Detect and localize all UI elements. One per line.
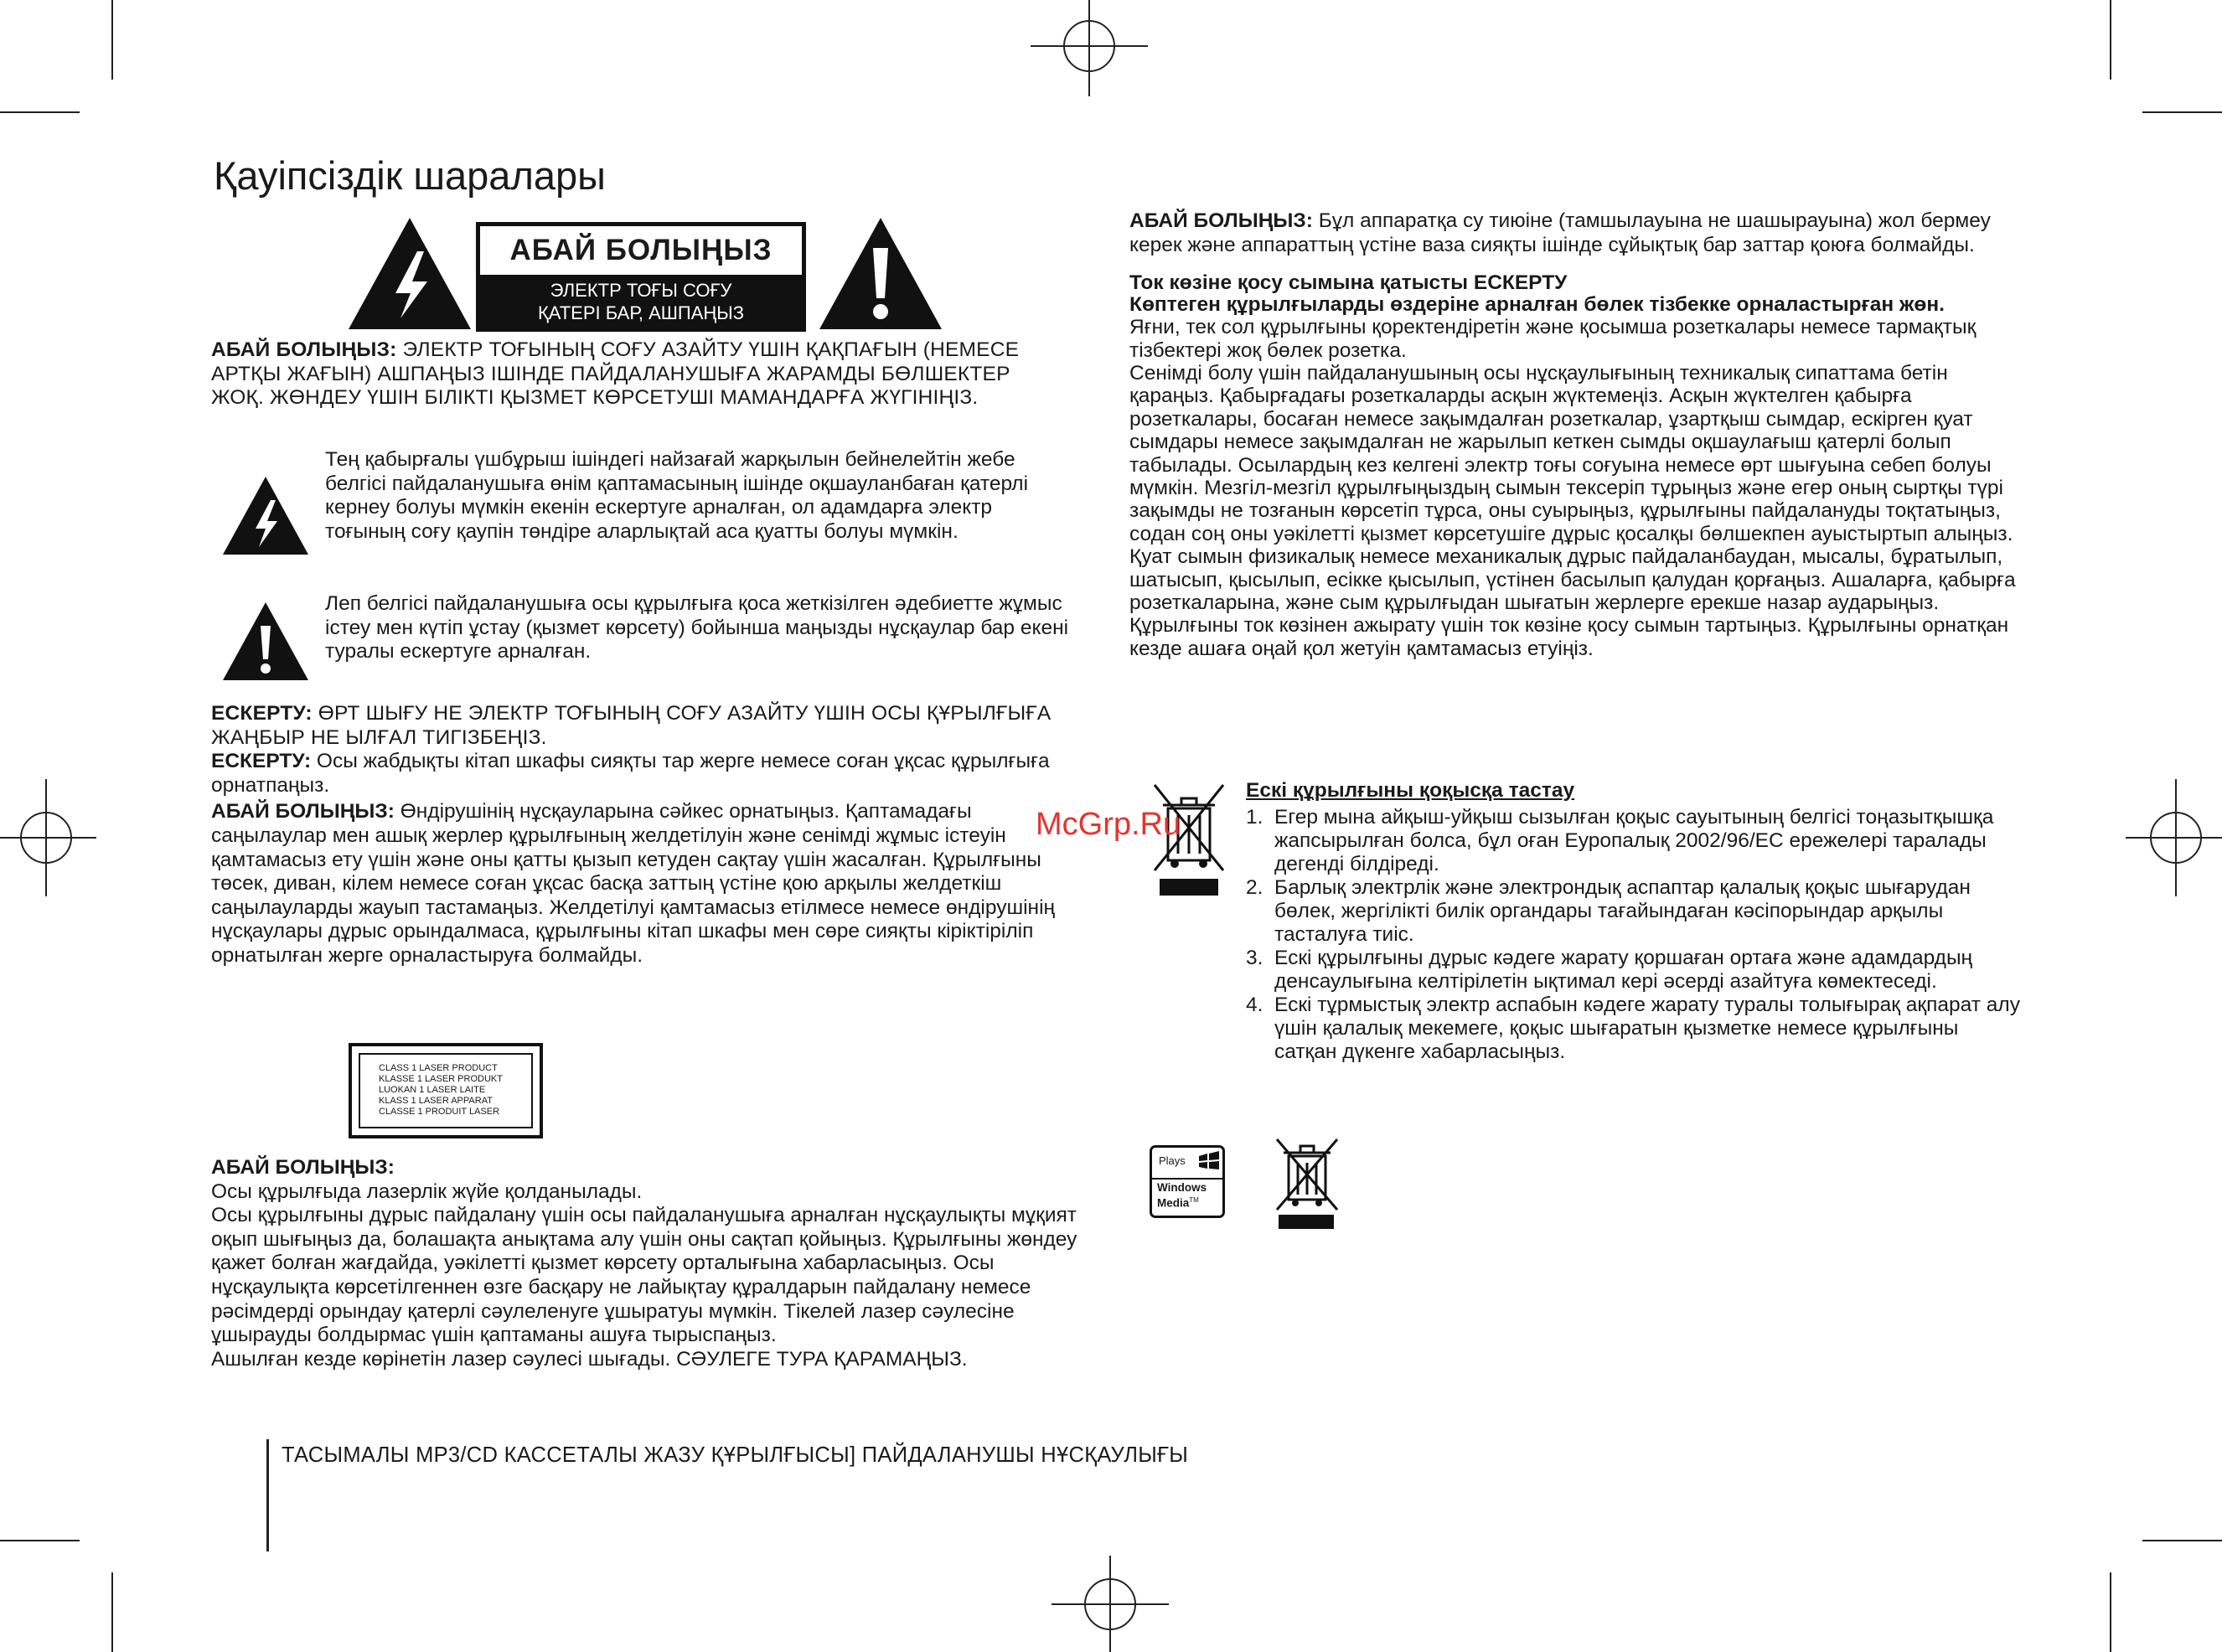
footer-title: ТАСЫМАЛЫ MP3/CD КАССЕТАЛЫ ЖАЗУ ҚҰРЫЛҒЫСЫ] ПАЙДАЛАНУШЫ НҰСҚАУЛЫҒЫ [282, 1443, 1189, 1467]
registration-mark-top [1031, 0, 1148, 96]
page-title: Қауіпсіздік шаралары [214, 153, 606, 198]
disposal-item: 4. Ескі тұрмыстық электр аспабын кәдеге жарату туралы толығырақ ақпарат алу үшін қалалық мекемеге, қоқыс шығаратын қызметке немесе құрылғыны сатқан дүкенге хабарласыңыз. [1246, 994, 2020, 1063]
registration-mark-bottom [1052, 1556, 1169, 1652]
plays-label: Plays [1159, 1154, 1186, 1167]
warning-1 [211, 702, 1074, 750]
caution-2-text: Өндірушінің нұсқауларына сәйкес орнатыңыз. Қаптамадағы саңылаулар мен ашық жерлер құрылғының желдетілуін және сенімді жұмыс істеуін қамтамасыз ету үшін және оны қатты қызып кетуден сақтау үшін жасалған. Құрылғыны төсек, диван, кілем немесе соған ұқсас басқа заттың үстіне қою арқылы желдеткіш саңылауларды жауып тастамаңыз. Желдетілуі қамтамасыз етілмесе немесе өндірушінің нұсқаулары дұрыс орындалмаса, құрылғыны кітап шкафы мен сөре сияқты кіріктіріліп орнатылған жерге орналастыруға болмайды. [211, 800, 1056, 967]
laser-line: KLASS 1 LASER APPARAT [379, 1096, 493, 1106]
disposal-item: 1. Егер мына айқыш-уйқыш сызылған қоқыс сауытының белгісі тоңазытқышқа жапсырылған болса, бұл оған Еуропалық 2002/96/EC ережелері таралады дегенді білдіреді. [1246, 806, 1994, 875]
laser-line: LUOKAN 1 LASER LAITE [379, 1085, 486, 1095]
disposal-section [1246, 779, 2025, 1064]
laser-line: CLASS 1 LASER PRODUCT [379, 1063, 498, 1073]
plays-windows-media-badge [1150, 1145, 1225, 1218]
disposal-heading: Ескі құрылғыны қоқысқа тастау [1246, 779, 1575, 802]
caution-label: АБАЙ БОЛЫҢЫЗ: [211, 338, 397, 361]
water-caution [1129, 209, 2016, 257]
warning-2-text: Осы жабдықты кітап шкафы сияқты тар жерге немесе соған ұқсас құрылғыға орнатпаңыз. [211, 750, 1050, 797]
left-column [211, 338, 1070, 410]
caution-2-label: АБАЙ БОЛЫҢЫЗ: [211, 800, 395, 823]
registration-mark-right [2126, 779, 2222, 896]
laser-line: KLASSE 1 LASER PRODUKT [379, 1074, 503, 1084]
warning-line-1: ЭЛЕКТР ТОҒЫ СОҒУ [550, 280, 732, 301]
caution-3-label: АБАЙ БОЛЫҢЫЗ: [211, 1156, 395, 1179]
water-caution-label: АБАЙ БОЛЫҢЫЗ: [1129, 209, 1313, 232]
exclamation-text: Леп белгісі пайдаланушыға осы құрылғыға қоса жеткізілген әдебиетте жұмыс істеу мен күтіп ұстау (қызмет көрсету) бойынша маңызды нұсқаулар бар екені туралы ескертуге арналған. [325, 592, 1069, 663]
page-rule [266, 1439, 269, 1551]
crop-mark [111, 1572, 113, 1652]
lightning-text: Тең қабырғалы үшбұрыш ішіндегі найзағай жарқылын бейнелейтін жебе белгісі пайдаланушыға өнім қаптамасының ішінде оқшауланбаған қатерлі кернеу болуы мүмкін екенін ескертуге арналған, ол адамдарға электр тоғының соғу қаупін төндіре аларлықтай аса қуатты болуы мүмкін. [325, 448, 1029, 543]
water-caution-text: Бұл аппаратқа су тиюіне (тамшылауына не шашырауына) жол бермеу керек және аппараттың үстіне ваза сияқты ішінде сұйықтық бар заттар қоюға болмайды. [1129, 209, 1991, 256]
exclamation-explanation [325, 592, 1075, 664]
warning-1-text: ӨРТ ШЫҒУ НЕ ЭЛЕКТР ТОҒЫНЫҢ СОҒУ АЗАЙТУ ҮШІН ОСЫ ҚҰРЫЛҒЫҒА ЖАҢБЫР НЕ ЫЛҒАЛ ТИГІЗБЕҢІЗ. [211, 702, 1052, 749]
power-heading: Ток көзіне қосу сымына қатысты ЕСКЕРТУ Көптеген құрылғыларды өздеріне арналған бөлек тізбекке орналастырған жөн. [1129, 271, 1945, 317]
crop-mark [111, 0, 113, 80]
registration-mark-left [0, 779, 96, 896]
disposal-item: 3. Ескі құрылғыны дұрыс кәдеге жарату қоршаған ортаға және адамдардың денсаулығына келтірілетін ықтимал кері әсерді азайтуға көмектеседі. [1246, 947, 1973, 993]
laser-line: CLASSE 1 PRODUIT LASER [379, 1107, 500, 1117]
crop-mark [2142, 111, 2222, 113]
laser-caution [211, 1156, 1099, 1371]
caution-3-text: Осы құрылғыда лазерлік жүйе қолданылады. Осы құрылғыны дұрыс пайдалану үшін осы пайдаланушыға арналған нұсқаулықты мұқият оқып шығыңыз да, болашақта анықтама алу үшін оны сақтап қойыңыз. Құрылғыны жөндеу қажет болған жағдайда, уәкілетті қызмет көрсету орталығына хабарласыңыз. Осы нұсқаулықта көрсетілгеннен өзге басқару не лайықтау құралдарын пайдалану немесе рәсімдерді орындау қатерлі сәулеленуге ұшыратуы мүмкін. Тікелей лазер сәулесіне ұшырауды болдырмас үшін қаптаманы ашуға тырыспаңыз. Ашылған кезде көрінетін лазер сәулесі шығады. СӘУЛЕГЕ ТУРА ҚАРАМАҢЫЗ. [211, 1180, 1077, 1371]
lightning-explanation [325, 448, 1075, 544]
caution-text: ЭЛЕКТР ТОҒЫНЫҢ СОҒУ АЗАЙТУ ҮШІН ҚАҚПАҒЫН (НЕМЕСЕ АРТҚЫ ЖАҒЫН) АШПАҢЫЗ ІШІНДЕ ПАЙДАЛАНУШЫҒА ЖАРАМДЫ БӨЛШЕКТЕР ЖОҚ. ЖӨНДЕУ ҮШІН БІЛІКТІ ҚЫЗМЕТ КӨРСЕТУШІ МАМАНДАРҒА ЖҮГІНІҢІЗ. [211, 338, 1020, 410]
left-warnings [211, 702, 1074, 968]
crop-mark [0, 111, 80, 113]
lightning-triangle-icon [347, 216, 473, 331]
caution-2 [211, 800, 1074, 968]
disposal-list [1246, 806, 2025, 1064]
media-label: Media [1157, 1196, 1190, 1210]
crop-mark [0, 1540, 80, 1541]
disposal-item: 2. Барлық электрлік және электрондық аспаптар қалалық қоқыс шығарудан бөлек, жергілікті билік органдары тағайындаған кәсіпорындар арқылы тасталуға тиіс. [1246, 876, 1971, 946]
crop-mark [2110, 1572, 2111, 1652]
windows-flag-icon [1197, 1151, 1221, 1171]
laser-class-label [349, 1043, 543, 1138]
crossed-bin-icon-small [1272, 1138, 1342, 1231]
caution-paragraph [211, 338, 1067, 410]
shock-warning-label [476, 222, 806, 332]
watermark-text: McGrp.Ru [1036, 807, 1181, 842]
crop-mark [2142, 1540, 2222, 1541]
power-text: Яғни, тек сол құрылғыны қоректендіретін және қосымша розеткалары немесе тармақтық тізбектері жоқ бөлек розетка. Сенімді болу үшін пайдаланушының осы нұсқаулығының техникалық сипаттама бетін қараңыз. Қабырғадағы розеткаларды асқын жүктемеңіз. Асқын жүктелген қабырға розеткалары, босаған немесе зақымдалған розеткалар, ұзартқыш сымдар, ескірген қуат сымдары немесе зақымдалған не жарылып кеткен сымды оқшаулағыш қатерлі болып табылады. Осылардың кез келгені электр тоғы соғуына немесе өрт шығуына себеп болуы мүмкін. Мезгіл-мезгіл құрылғыңыздың сымын тексеріп тұрыңыз және егер оның сыртқы түрі зақымды не тозғанын көрсетіп тұрса, оны суырыңыз, құрылғыны пайдалануды тоқтатыңыз, содан соң оны уәкілетті қызмет көрсетушіге дұрыс қосалқы бөлшекпен ауыстыртып алыңыз. Қуат сымын физикалық немесе механикалық дұрыс пайдаланбаудан, мысалы, бұратылып, шатысып, қысылып, есікке қысылып, үстінен басылып қалудан қорғаңыз. Ашаларға, қабырға розеткаларына, және сым құрылғыдан шығатын жерлерге ерекше назар аударыңыз. Құрылғыны ток көзінен ажырату үшін ток көзіне қосу сымын тартыңыз. Құрылғыны орнатқан кезде ашаға оңай қол жетуін қамтамасыз етуіңіз. [1129, 316, 2016, 660]
warning-heading: АБАЙ БОЛЫҢЫЗ [509, 234, 773, 266]
warning-1-label: ЕСКЕРТУ: [211, 702, 313, 725]
warning-2-label: ЕСКЕРТУ: [211, 750, 312, 773]
exclamation-triangle-small-icon [221, 601, 310, 682]
trademark: TM [1189, 1196, 1199, 1204]
right-column [1129, 209, 2016, 660]
warning-2 [211, 750, 1074, 798]
windows-label: Windows [1157, 1181, 1207, 1194]
exclamation-triangle-icon [818, 216, 943, 331]
lightning-triangle-small-icon [221, 475, 310, 556]
crop-mark [2110, 0, 2111, 80]
warning-line-2: ҚАТЕРІ БАР, АШПАҢЫЗ [537, 302, 745, 323]
